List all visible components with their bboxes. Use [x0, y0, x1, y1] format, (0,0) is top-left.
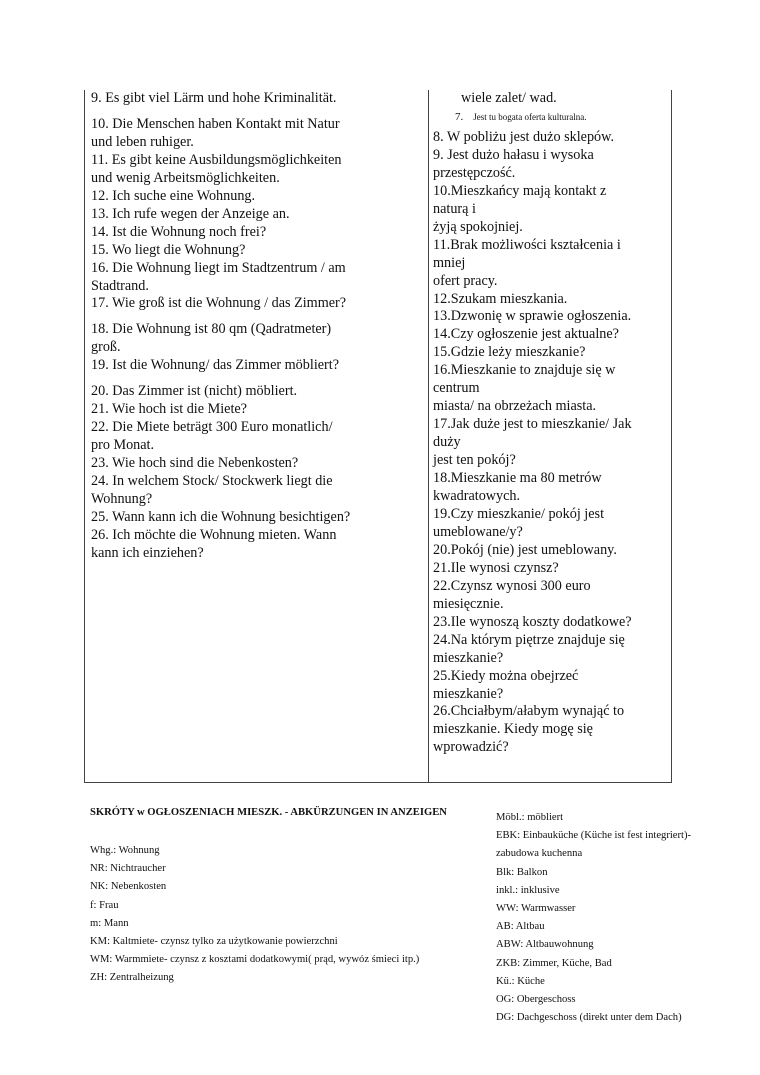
phrase-line: 26.Chciałbym/ałabym wynająć to	[433, 703, 625, 720]
phrase-line: 12. Ich suche eine Wohnung.	[91, 187, 256, 204]
phrase-line: 24.Na którym piętrze znajduje się	[433, 631, 625, 648]
abbreviation-entry: NK: Nebenkosten	[90, 881, 167, 893]
phrase-table	[84, 90, 672, 783]
abbreviation-entry: m: Mann	[90, 917, 129, 929]
phrase-line: 23. Wie hoch sind die Nebenkosten?	[91, 455, 299, 472]
phrase-line: 20. Das Zimmer ist (nicht) möbliert.	[91, 383, 298, 400]
polish-phrases-column	[433, 90, 668, 757]
phrase-line: umeblowane/y?	[433, 523, 523, 540]
phrase-line: mieszkanie?	[433, 685, 504, 702]
abbreviation-entry: KM: Kaltmiete- czynsz tylko za użytkowanie powierzchni	[90, 936, 338, 948]
phrase-line: 15. Wo liegt die Wohnung?	[91, 241, 246, 258]
phrase-line: centrum	[433, 380, 480, 397]
abbreviation-entry: AB: Altbau	[496, 921, 545, 933]
paragraph-gap	[91, 375, 423, 383]
phrase-line: 22. Die Miete beträgt 300 Euro monatlich/	[91, 419, 333, 436]
phrase-line: 18.Mieszkanie ma 80 metrów	[433, 470, 602, 487]
abbreviation-entry: Möbl.: möbliert	[496, 812, 564, 823]
phrase-line: przestępczość.	[433, 164, 516, 181]
phrase-line: 24. In welchem Stock/ Stockwerk liegt die	[91, 473, 333, 490]
phrase-line: 19.Czy mieszkanie/ pokój jest	[433, 505, 605, 522]
abbreviation-entry: ZKB: Zimmer, Küche, Bad	[496, 957, 612, 969]
abbreviation-entry: Whg.: Wohnung	[90, 845, 160, 856]
phrase-line: 22.Czynsz wynosi 300 euro	[433, 577, 591, 594]
phrase-line: 26. Ich möchte die Wohnung mieten. Wann	[91, 526, 337, 543]
column-divider	[428, 90, 429, 782]
phrase-line: kwadratowych.	[433, 488, 521, 505]
abbreviation-entry: WM: Warmmiete- czynsz z kosztami dodatkowymi( prąd, wywóz śmieci itp.)	[90, 954, 420, 966]
abbreviation-entry: NR: Nichtraucher	[90, 863, 166, 875]
phrase-line: miesięcznie.	[433, 595, 504, 612]
phrase-line: und wenig Arbeitsmöglichkeiten.	[91, 169, 280, 186]
phrase-line: ofert pracy.	[433, 272, 498, 289]
abbreviations-list-right	[496, 809, 691, 1027]
phrase-line: 11. Es gibt keine Ausbildungsmöglichkeiten	[91, 151, 342, 168]
abbreviation-entry: zabudowa kuchenna	[496, 848, 583, 860]
phrase-line: 11.Brak możliwości kształcenia i	[433, 236, 621, 253]
phrase-line: duży	[433, 434, 461, 451]
abbreviation-entry: inkl.: inklusive	[496, 884, 560, 896]
phrase-line: 21.Ile wynosi czynsz?	[433, 559, 559, 576]
abbreviations-list-left	[90, 842, 419, 988]
phrase-line: naturą i	[433, 200, 476, 217]
abbreviation-entry: f: Frau	[90, 899, 119, 911]
phrase-line: und leben ruhiger.	[91, 133, 194, 150]
phrase-line: 14. Ist die Wohnung noch frei?	[91, 223, 267, 240]
abbreviation-entry: DG: Dachgeschoss (direkt unter dem Dach)	[496, 1012, 682, 1024]
abbreviation-entry: OG: Obergeschoss	[496, 994, 576, 1006]
phrase-line: 21. Wie hoch ist die Miete?	[91, 401, 247, 418]
abbreviation-entry: Blk: Balkon	[496, 866, 548, 878]
phrase-line: 13. Ich rufe wegen der Anzeige an.	[91, 205, 290, 222]
abbreviations-title: SKRÓTY w OGŁOSZENIACH MIESZK. - ABKÜRZUNGEN IN ANZEIGEN	[90, 807, 447, 818]
phrase-line: mniej	[433, 254, 466, 271]
polish-phrase-list	[433, 129, 668, 757]
phrase-line: wprowadzić?	[433, 739, 509, 756]
phrase-line: Wohnung?	[91, 491, 153, 508]
phrase-line: 19. Ist die Wohnung/ das Zimmer möbliert?	[91, 357, 340, 374]
phrase-line: kann ich einziehen?	[91, 544, 204, 561]
phrase-line: wiele zalet/ wad.	[461, 90, 557, 106]
phrase-line: jest ten pokój?	[433, 452, 516, 469]
phrase-line: 20.Pokój (nie) jest umeblowany.	[433, 541, 617, 558]
phrase-line: groß.	[91, 339, 121, 356]
abbreviation-entry: ZH: Zentralheizung	[90, 972, 174, 984]
phrase-line: 16.Mieszkanie to znajduje się w	[433, 362, 616, 379]
phrase-line: 10. Die Menschen haben Kontakt mit Natur	[91, 115, 340, 132]
phrase-line: 9. Es gibt viel Lärm und hohe Kriminalität.	[91, 90, 337, 106]
phrase-line: mieszkanie?	[433, 649, 504, 666]
abbreviation-entry: ABW: Altbauwohnung	[496, 939, 594, 951]
phrase-line: 9. Jest dużo hałasu i wysoka	[433, 146, 594, 163]
phrase-line: 13.Dzwonię w sprawie ogłoszenia.	[433, 308, 632, 325]
phrase-line: 17.Jak duże jest to mieszkanie/ Jak	[433, 416, 632, 433]
phrase-line: miasta/ na obrzeżach miasta.	[433, 398, 597, 415]
phrase-line: 14.Czy ogłoszenie jest aktualne?	[433, 326, 619, 343]
german-phrases-column	[91, 90, 423, 563]
small-phrase-text: Jest tu bogata oferta kulturalna.	[473, 111, 587, 122]
phrase-line: Stadtrand.	[91, 277, 149, 294]
phrase-line: 25. Wann kann ich die Wohnung besichtigen?	[91, 508, 351, 525]
phrase-line: 15.Gdzie leży mieszkanie?	[433, 344, 586, 361]
phrase-line: mieszkanie. Kiedy mogę się	[433, 721, 593, 738]
phrase-line: 18. Die Wohnung ist 80 qm (Qadratmeter)	[91, 321, 332, 338]
abbreviation-entry: WW: Warmwasser	[496, 903, 576, 915]
phrase-line: 16. Die Wohnung liegt im Stadtzentrum / am	[91, 259, 346, 276]
phrase-line: 25.Kiedy można obejrzeć	[433, 667, 579, 684]
phrase-line: żyją spokojniej.	[433, 218, 523, 235]
small-phrase-number: 7.	[455, 110, 464, 123]
abbreviation-entry: EBK: Einbauküche (Küche ist fest integriert)-	[496, 830, 692, 842]
phrase-line: 8. W pobliżu jest dużo sklepów.	[433, 128, 615, 145]
phrase-line: 17. Wie groß ist die Wohnung / das Zimmer?	[91, 295, 347, 312]
paragraph-gap	[91, 313, 423, 321]
phrase-line: 23.Ile wynoszą koszty dodatkowe?	[433, 613, 632, 630]
abbreviation-entry: Kü.: Küche	[496, 975, 545, 987]
phrase-line: 10.Mieszkańcy mają kontakt z	[433, 182, 607, 199]
small-phrase	[433, 111, 668, 123]
phrase-line: pro Monat.	[91, 437, 155, 454]
phrase-line: 12.Szukam mieszkania.	[433, 290, 568, 307]
paragraph-gap	[91, 108, 423, 116]
